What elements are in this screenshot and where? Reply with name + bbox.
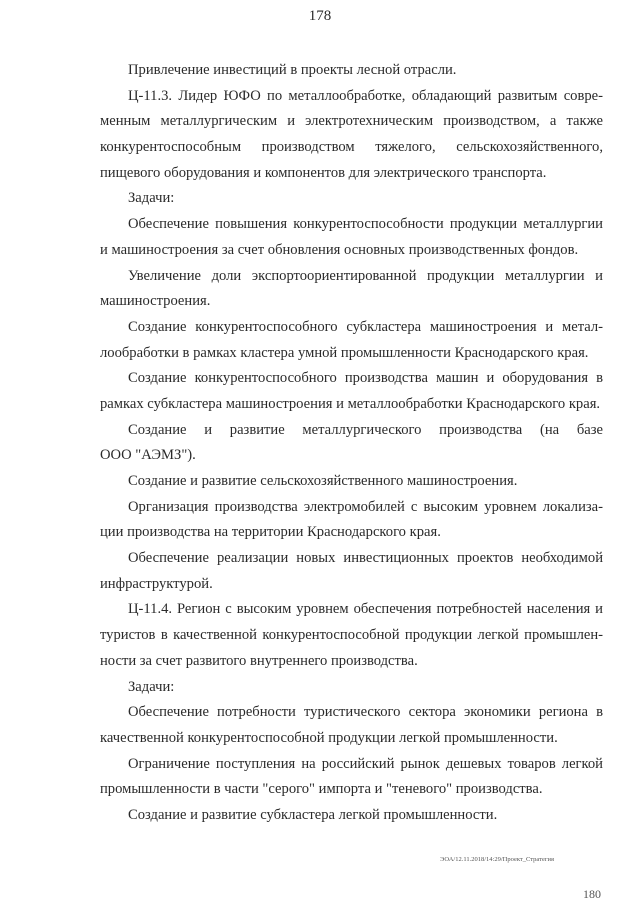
text-line: Обеспечение потребности туристического сектора экономики региона в bbox=[128, 704, 603, 721]
text-line: Задачи: bbox=[128, 190, 175, 207]
text-line: Ц-11.4. Регион с высоким уровнем обеспечения потребностей населения и bbox=[128, 601, 603, 618]
text-line: Ц-11.3. Лидер ЮФО по металлообработке, обладающий развитым совре- bbox=[128, 87, 603, 104]
text-line: Создание и развитие сельскохозяйственного машиностроения. bbox=[128, 473, 518, 489]
text-line: Создание и развитие металлургического производства (на базе bbox=[128, 421, 603, 438]
text-line: Создание конкурентоспособного субкластера машиностроения и метал- bbox=[128, 318, 603, 335]
text-line: Привлечение инвестиций в проекты лесной отрасли. bbox=[128, 62, 457, 78]
text-line: конкурентоспособным производством тяжелого, сельскохозяйственного, bbox=[100, 139, 603, 156]
text-line: Задачи: bbox=[128, 678, 175, 695]
text-line: ООО "АЭМЗ"). bbox=[100, 447, 196, 464]
text-line: туристов в качественной конкурентоспособной продукции легкой промышлен- bbox=[100, 627, 603, 644]
text-line: Обеспечение повышения конкурентоспособности продукции металлургии bbox=[128, 216, 603, 233]
text-line: машиностроения. bbox=[100, 293, 211, 310]
text-line: промышленности в части "серого" импорта и "теневого" производства. bbox=[100, 781, 543, 798]
document-body bbox=[100, 58, 603, 829]
text-line: Организация производства электромобилей с высоким уровнем локализа- bbox=[128, 498, 603, 515]
page-number: 178 bbox=[308, 8, 332, 24]
text-line: качественной конкурентоспособной продукции легкой промышленности. bbox=[100, 729, 558, 746]
text-line: и машиностроения за счет обновления основных производственных фондов. bbox=[100, 241, 579, 258]
text-line: Увеличение доли экспортоориентированной продукции металлургии и bbox=[128, 267, 603, 284]
scan-page-number: 180 bbox=[583, 887, 601, 901]
text-line: Создание и развитие субкластера легкой промышленности. bbox=[128, 806, 498, 823]
text-line: менным металлургическим и электротехническим производством, а также bbox=[100, 113, 603, 130]
text-line: ции производства на территории Краснодарского края. bbox=[100, 524, 441, 541]
text-line: Создание конкурентоспособного производства машин и оборудования в bbox=[128, 370, 603, 387]
text-line: ности за счет развитого внутреннего производства. bbox=[100, 652, 418, 669]
text-line: Ограничение поступления на российский рынок дешевых товаров легкой bbox=[128, 755, 603, 772]
text-line: рамках субкластера машиностроения и металлообработки Краснодарского края. bbox=[100, 395, 601, 412]
text-line: лообработки в рамках кластера умной промышленности Краснодарского края. bbox=[100, 344, 589, 361]
text-line: инфраструктурой. bbox=[100, 575, 213, 592]
footer-stamp: ЭОА/12.11.2018/14:29/Проект_Стратегия bbox=[440, 856, 554, 863]
text-line: пищевого оборудования и компонентов для электрического транспорта. bbox=[100, 164, 547, 181]
text-line: Обеспечение реализации новых инвестиционных проектов необходимой bbox=[128, 550, 603, 567]
